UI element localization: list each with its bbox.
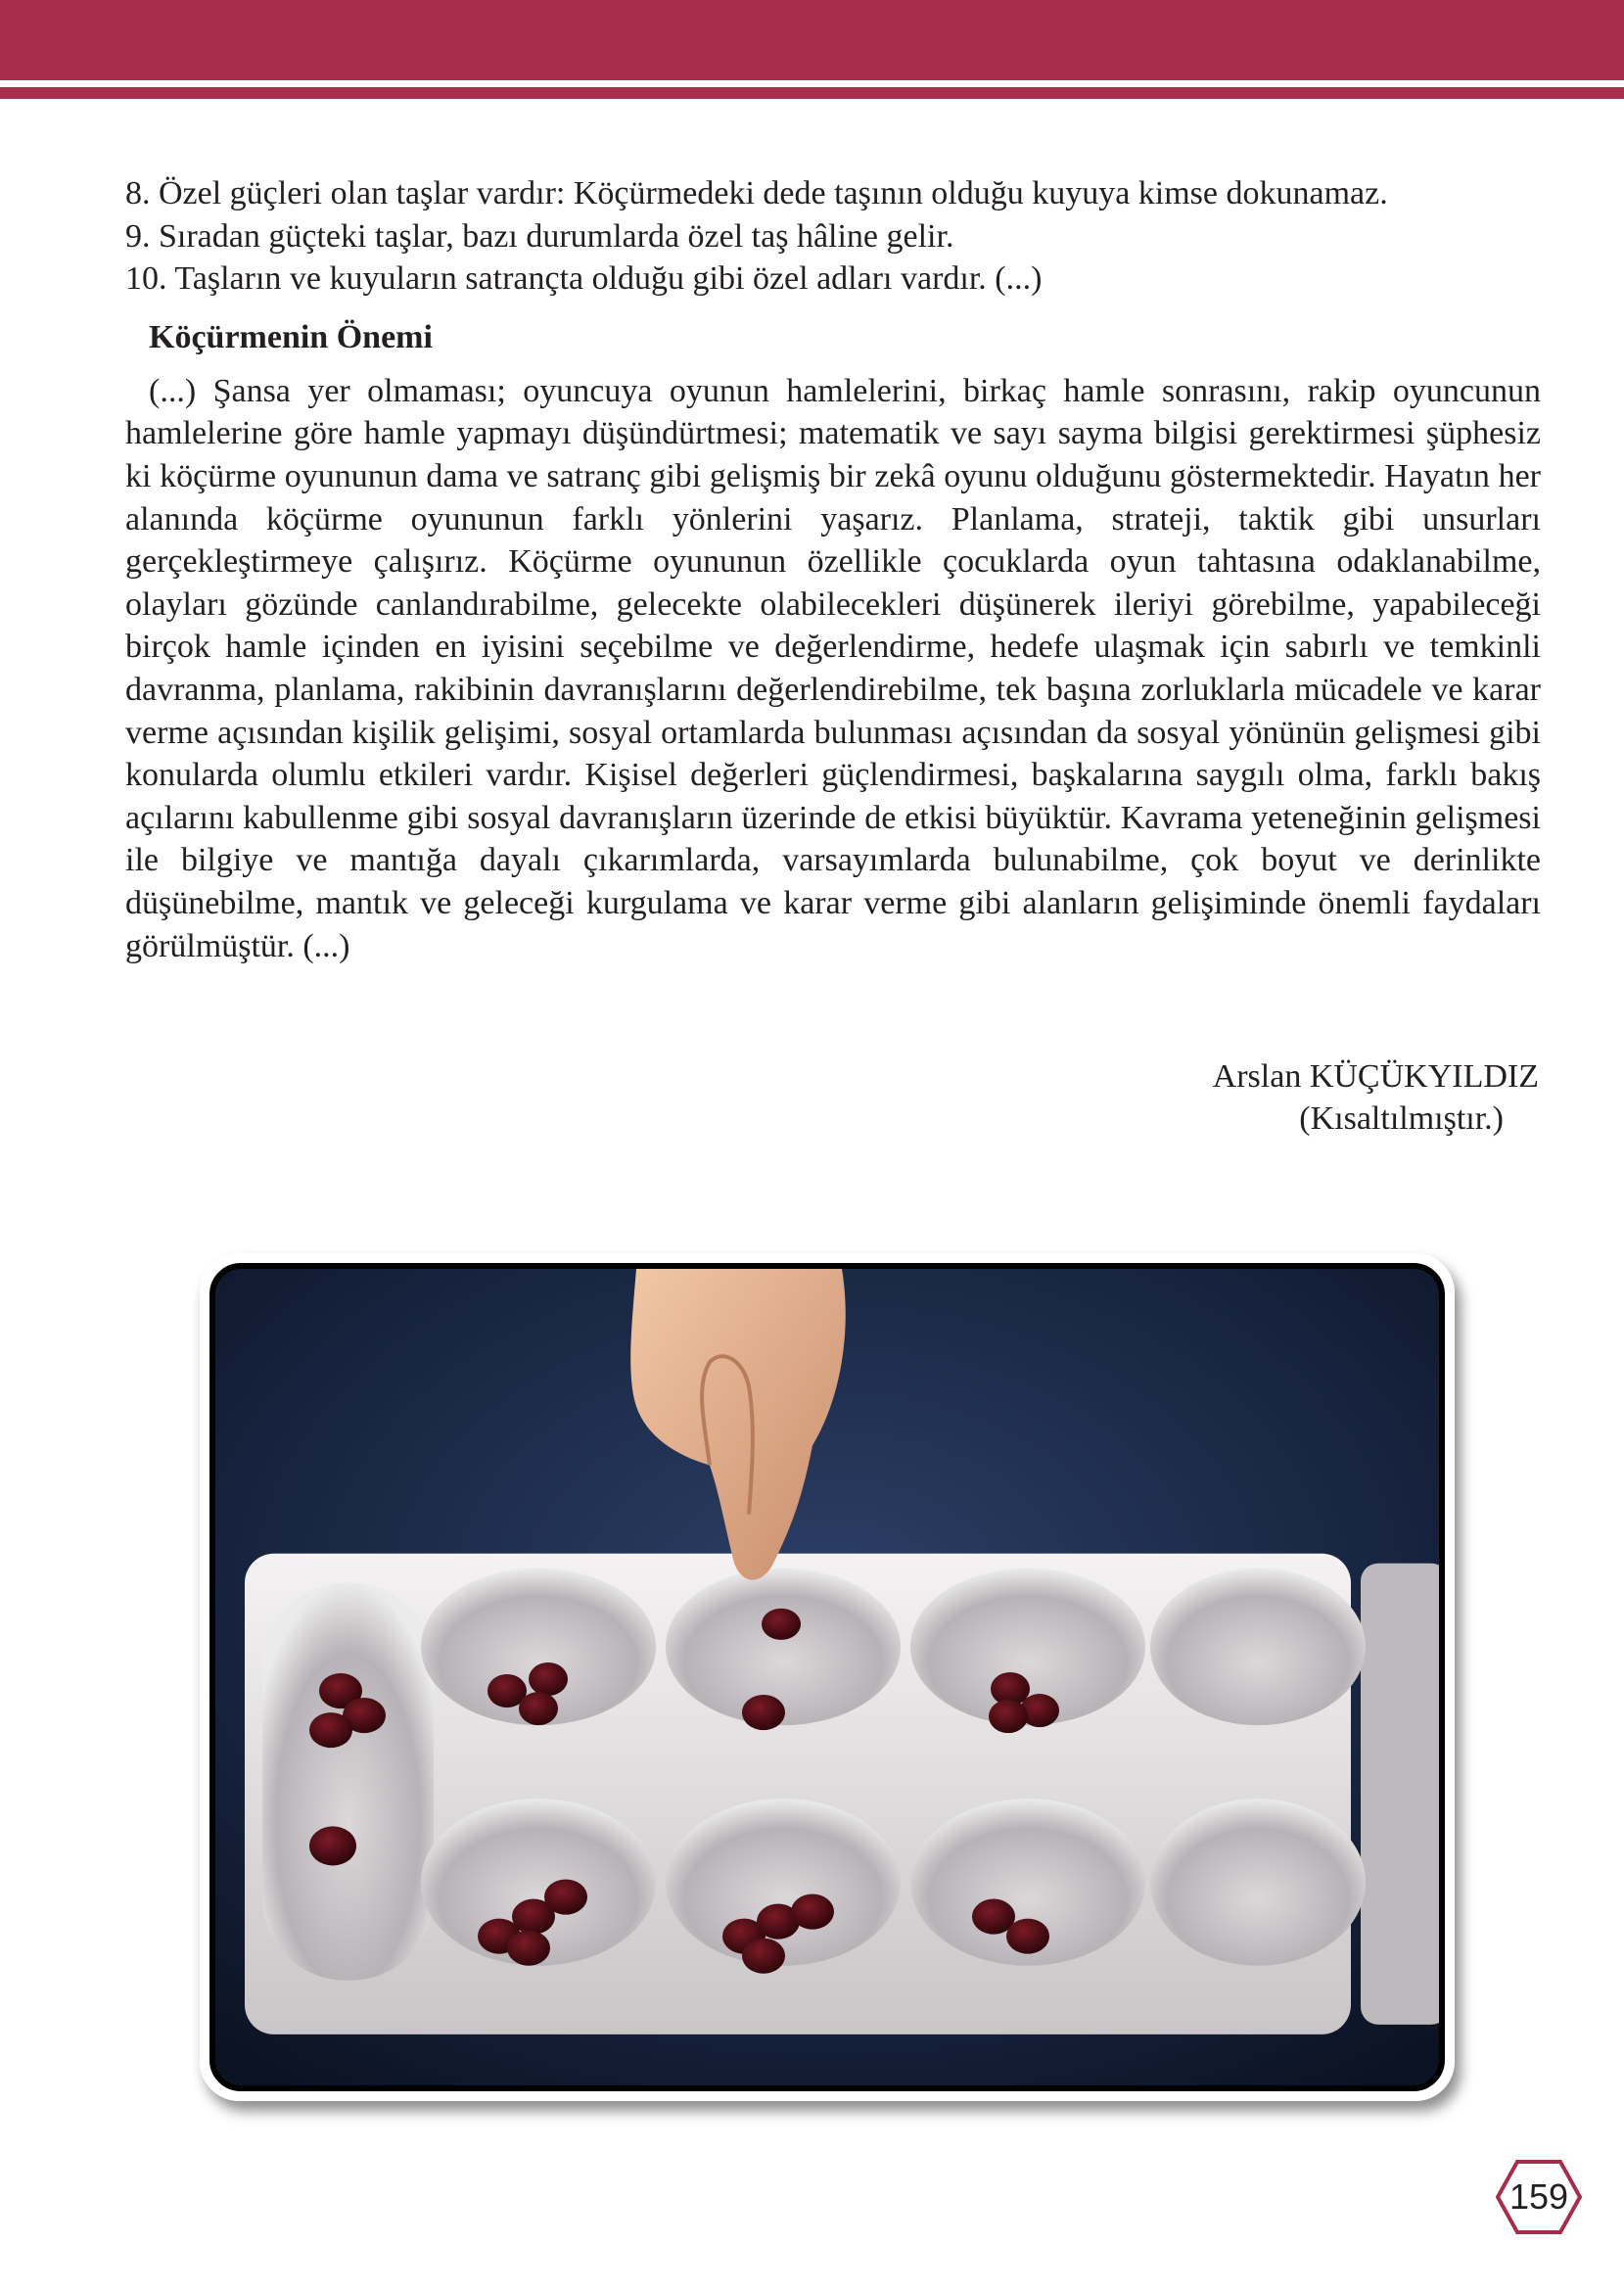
abridged-note: (Kısaltılmıştır.) bbox=[1299, 1100, 1504, 1137]
mangala-board-photo bbox=[209, 1263, 1445, 2091]
header-rule bbox=[0, 87, 1624, 99]
section-heading: Köçürmenin Önemi bbox=[149, 318, 433, 355]
list-item: 8. Özel güçleri olan taşlar vardır: Köçürmedeki dede taşının olduğu kuyuya kimse dokunamaz. bbox=[125, 175, 1388, 211]
page-number: 159 bbox=[1508, 2176, 1569, 2217]
header-band bbox=[0, 0, 1624, 80]
list-item: 9. Sıradan güçteki taşlar, bazı durumlarda özel taş hâline gelir. bbox=[125, 217, 954, 255]
list-item: 10. Taşların ve kuyuların satrançta olduğu gibi özel adları vardır. (...) bbox=[125, 260, 1043, 298]
author-name: Arslan KÜÇÜKYILDIZ bbox=[1212, 1058, 1539, 1095]
article-body bbox=[125, 172, 1541, 967]
photo-frame bbox=[200, 1253, 1455, 2101]
attribution bbox=[1213, 1055, 1539, 1140]
body-paragraph: (...) Şansa yer olmaması; oyuncuya oyunun hamlelerini, birkaç hamle sonrasını, rakip oyuncunun hamlelerine göre hamle yapmayı düşündürtmesi; matematik ve sayı sayma bilgisi gerektirmesi şüphesiz ki köçürme oyununun dama ve satranç gibi gelişmiş bir zekâ oyunu olduğunu göstermektedir. Hayatın her alanında köçürme oyununun farklı yönlerini yaşarız. Planlama, strateji, taktik gibi unsurları gerçekleştirmeye çalışırız. Köçürme oyununun özellikle çocuklarda oyun tahtasına odaklanabilme, olayları gözünde canlandırabilme, gelecekte olabilecekleri düşünerek ileriyi görebilme, yapabileceği birçok hamle içinden en iyisini seçebilme ve değerlendirme, hedefe ulaşmak için sabırlı ve temkinli davranma, planlama, rakibinin davranışlarını değerlendirebilme, tek başına zorluklarla mücadele ve karar verme açısından kişilik gelişimi, sosyal ortamlarda bulunması açısından da sosyal yönünün gelişmesi gibi konularda olumlu etkileri vardır. Kişisel değerleri güçlendirmesi, başkalarına saygılı olma, farklı bakış açılarını kabullenme gibi sosyal davranışların üzerinde de etkisi büyüktür. Kavrama yeteneğinin gelişmesi ile bilgiye ve mantığa dayalı çıkarımlarda, varsayımlarda bulunabilme, çok boyut ve derinlikte düşünebilme, mantık ve geleceği kurgulama ve karar verme gibi alanların gelişiminde önemli faydaları görülmüştür. (...) bbox=[125, 372, 1541, 964]
page-number-badge bbox=[1496, 2158, 1582, 2236]
